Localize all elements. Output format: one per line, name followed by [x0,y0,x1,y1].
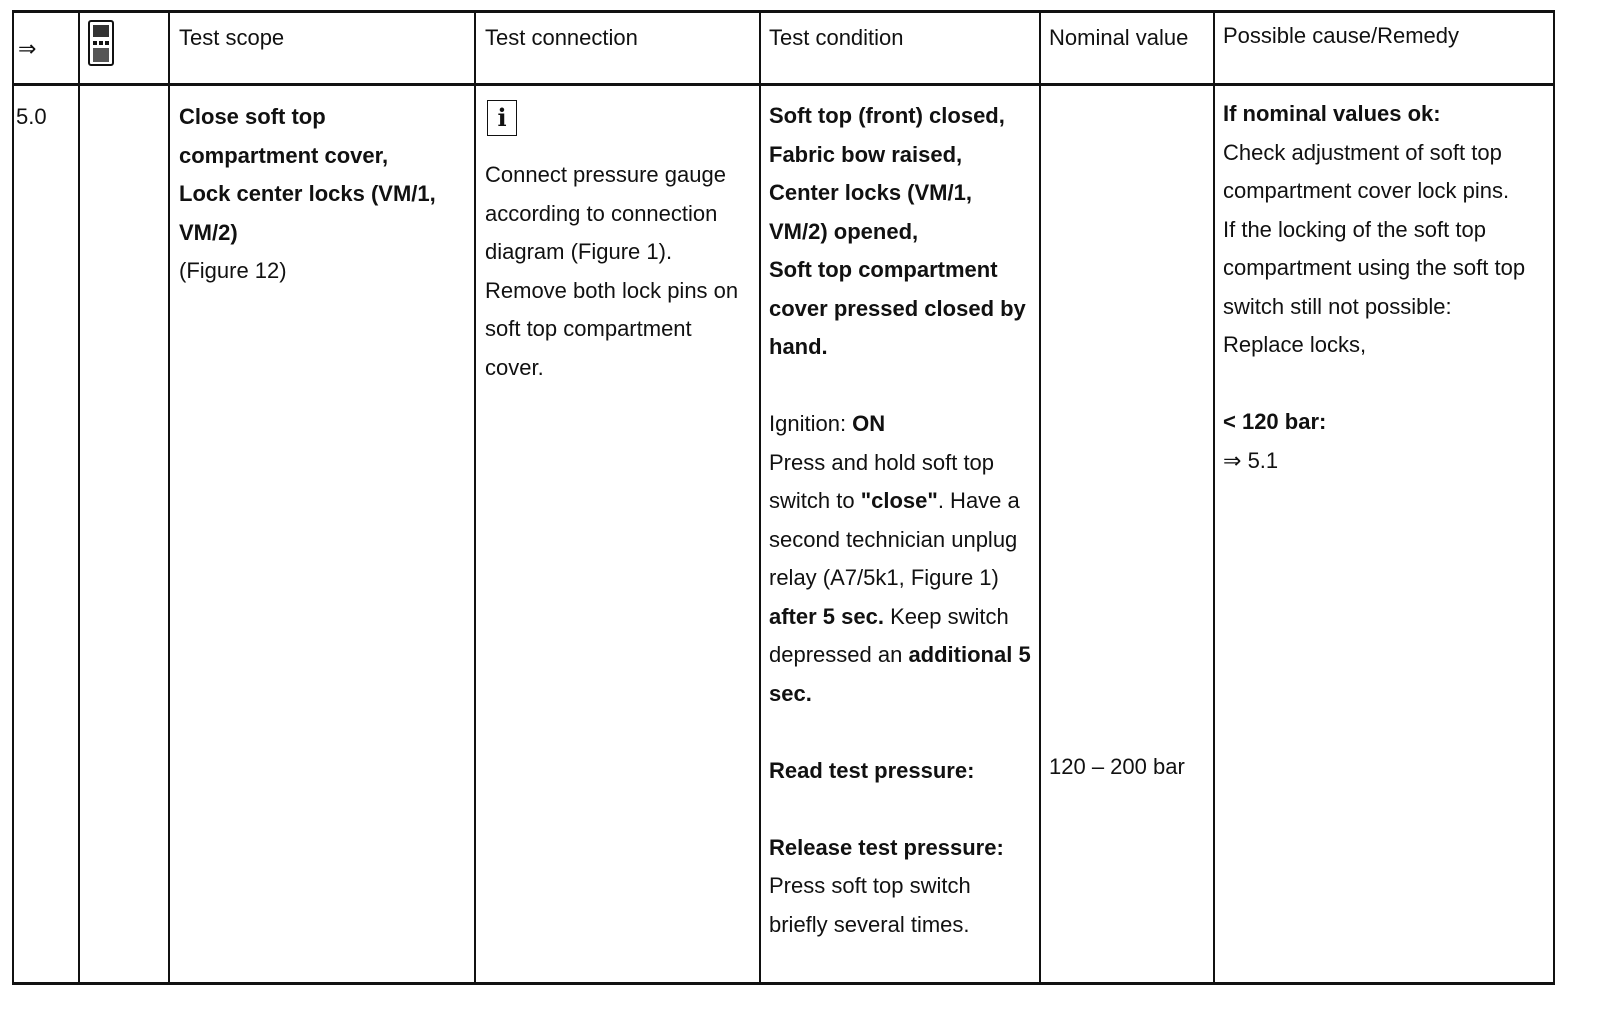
step-number: 5.0 [16,104,47,129]
condition-text: switch to [769,488,861,513]
condition-line: Fabric bow raised, [769,141,963,167]
table-left-border [12,10,14,985]
connection-line: Remove both lock pins on [485,277,739,303]
connection-line: cover. [485,354,544,380]
goto-step [1223,442,1548,482]
column-divider [1213,10,1215,985]
release-test-pressure: Release test pressure: [769,834,1004,860]
column-divider [1039,10,1041,985]
condition-line: second technician unplug [769,526,1018,552]
test-condition-cell [769,97,1037,944]
table-right-border [1553,10,1555,985]
column-divider [168,10,170,985]
additional-5: additional 5 [908,642,1031,667]
scope-line: compartment cover, [179,142,389,168]
read-test-pressure: Read test pressure: [769,757,975,783]
test-scope-cell [179,98,469,291]
nominal-value: 120 – 200 bar [1049,754,1185,779]
remedy-heading: If nominal values ok: [1223,101,1441,126]
condition-line [769,636,1037,675]
table-top-border [12,10,1555,13]
condition-line: Soft top compartment [769,257,998,282]
connection-line: Connect pressure gauge [485,162,726,187]
condition-line: relay (A7/5k1, Figure 1) [769,565,999,590]
condition-text: depressed an [769,642,909,667]
condition-line: Soft top (front) closed, [769,103,1005,128]
remedy-line: If the locking of the soft top [1223,216,1486,242]
scope-line: Lock center locks (VM/1, [179,181,436,206]
condition-text: Keep switch [883,603,1009,629]
connection-line: diagram (Figure 1). [485,239,673,264]
scope-line: Close soft top [179,104,326,129]
condition-line: briefly several times. [769,911,970,937]
header-divider [12,83,1555,86]
table-bottom-border [12,982,1555,985]
tester-icon [88,20,114,73]
condition-line [769,482,1037,521]
header-test-connection: Test connection [485,25,638,50]
info-icon [487,100,517,139]
scope-figure-ref: (Figure 12) [179,258,287,283]
remedy-line: compartment using the soft top [1223,255,1526,280]
remedy-line: Replace locks, [1223,332,1367,357]
connection-line: soft top compartment [485,316,692,341]
goto-step-number: 5.1 [1247,447,1279,473]
header-test-scope: Test scope [179,25,285,50]
low-pressure-label: < 120 bar: [1223,409,1327,434]
header-nominal-value: Nominal value [1049,25,1189,50]
column-divider [759,10,761,985]
remedy-cell [1223,95,1548,481]
condition-line: Press and hold soft top [769,449,995,475]
ignition-line [769,405,1037,444]
header-possible-cause: Possible cause/Remedy [1223,23,1460,48]
condition-line: cover pressed closed by [769,295,1026,321]
header-arrow: ⇒ [18,37,37,62]
remedy-line: compartment cover lock pins. [1223,178,1510,203]
scope-line: VM/2) [179,219,238,245]
ignition-label: Ignition: [769,411,853,436]
condition-line: Press soft top switch [769,873,971,898]
condition-line: VM/2) opened, [769,218,919,244]
column-divider [78,10,80,985]
condition-line: hand. [769,334,828,359]
column-divider [474,10,476,985]
condition-line: Center locks (VM/1, [769,180,972,205]
condition-line [769,598,1037,637]
header-test-condition: Test condition [769,25,904,50]
ignition-value: ON [852,411,886,436]
info-icon-glyph: i [487,100,517,136]
condition-line: sec. [769,680,812,706]
close-keyword: "close" [860,488,938,513]
condition-text: . Have a [937,488,1020,513]
after-5-sec: after 5 sec. [769,603,884,629]
remedy-line: switch still not possible: [1223,293,1452,319]
test-connection-cell [485,156,755,387]
goto-arrow-icon: ⇒ [1223,448,1242,474]
remedy-line: Check adjustment of soft top [1223,139,1502,165]
connection-line: according to connection [485,200,718,226]
